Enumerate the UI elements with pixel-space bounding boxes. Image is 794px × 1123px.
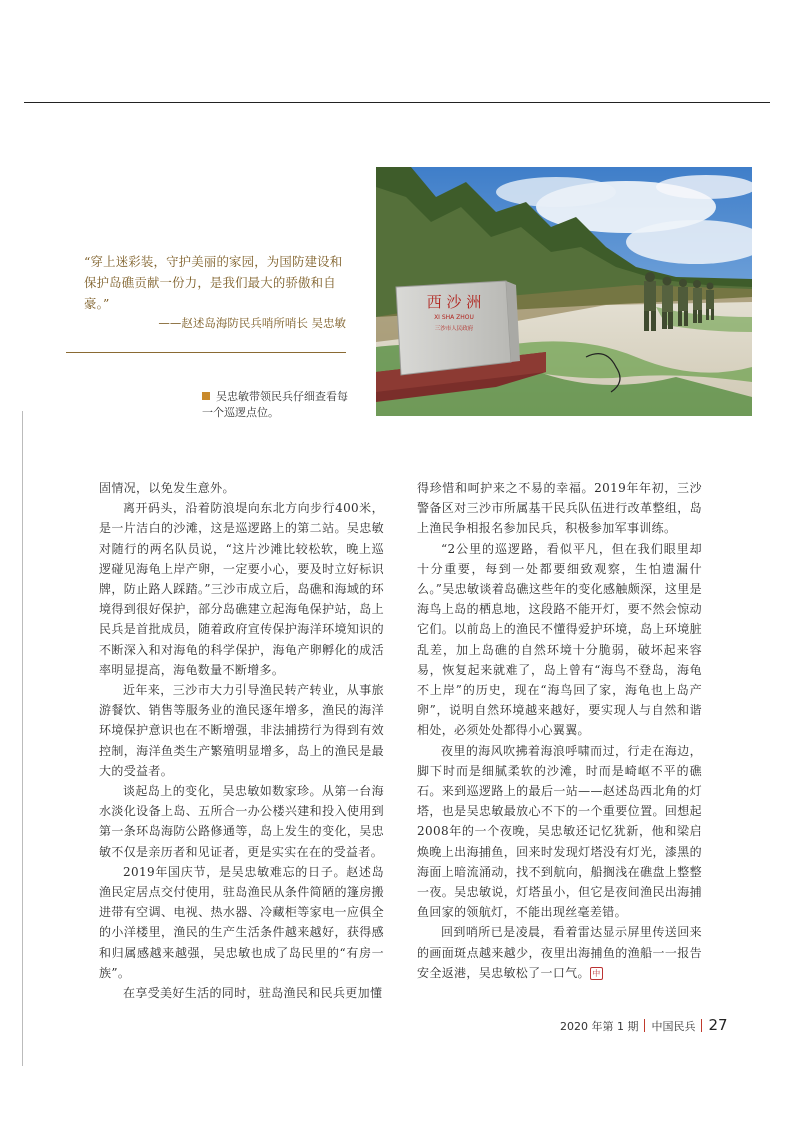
paragraph: 离开码头，沿着防浪堤向东北方向步行400米，是一片洁白的沙滩，这是巡逻路上的第二站。吴忠敏对随行的两名队员说，“这片沙滩比较松软，晚上巡逻碰见海龟上岸产卵，一定要小心，要及时立好标识牌，防止路人踩踏。”三沙市成立后，岛礁和海域的环境得到很好保护，部分岛礁建立起海龟保护站，岛上民兵是首批成员，随着政府宣传保护海洋环境知识的不断深入和对海龟的科学保护，海龟产卵孵化的成活率明显提高，海龟数量不断增多。 — [99, 501, 384, 677]
article-photo — [376, 167, 752, 416]
page-footer — [560, 1016, 740, 1034]
paragraph: 夜里的海风吹拂着海浪呼啸而过，行走在海边，脚下时而是细腻柔软的沙滩，时而是崎岖不平的礁石。来到巡逻路上的最后一站——赵述岛西北角的灯塔，也是吴忠敏最放心不下的一个重要位置。回想起2008年的一个夜晚，吴忠敏还记忆犹新，他和梁启焕晚上出海捕鱼，回来时发现灯塔没有灯光，漆黑的海面上暗流涌动，找不到航向，船搁浅在礁盘上整整一夜。吴忠敏说，灯塔虽小，但它是夜间渔民出海捕鱼回家的领航灯，不能出现丝毫差错。 — [417, 743, 702, 920]
issue-label: 2020 年第 1 期 — [560, 1020, 639, 1033]
stone-footer: 三沙市人民政府 — [434, 326, 474, 332]
caption-marker — [202, 392, 210, 400]
pull-quote-rule — [66, 352, 346, 353]
paragraph: 近年来，三沙市大力引导渔民转产转业，从事旅游餐饮、销售等服务业的渔民逐年增多，渔民的海洋环境保护意识也在不断增强，非法捕捞行为得到有效控制，海洋鱼类生产繁殖明显增多，岛上的渔民是最大的受益者。 — [99, 683, 384, 778]
pull-quote-attribution: ——赵述岛海防民兵哨所哨长 吴忠敏 — [158, 316, 346, 330]
paragraph: “2公里的巡逻路，看似平凡，但在我们眼里却十分重要，每到一处都要细致观察，生怕遗漏什么。”吴忠敏谈着岛礁这些年的变化感触颇深，这里是海鸟上岛的栖息地，这段路不能开灯，要不然会惊动它们。以前岛上的渔民不懂得爱护环境，岛上环境脏乱差，加上岛礁的自然环境十分脆弱，破坏起来容易，恢复起来就难了，岛上曾有“海鸟不登岛，海龟不上岸”的历史，现在“海鸟回了家，海龟也上岛产卵”，说明自然环境越来越好，要实现人与自然和谐相处，必须处处都得小心翼翼。 — [417, 541, 702, 738]
paragraph: 2019年国庆节，是吴忠敏难忘的日子。赵述岛渔民定居点交付使用，驻岛渔民从条件简陋的篷房搬进带有空调、电视、热水器、冷藏柜等家电一应俱全的小洋楼里，渔民的生产生活条件越来越好，获得感和归属感越来越强，吴忠敏也成了岛民里的“有房一族”。 — [99, 864, 384, 980]
photo-caption — [202, 389, 352, 421]
page-number: 27 — [708, 1016, 728, 1034]
pull-quote: “穿上迷彩装，守护美丽的家园，为国防建设和保护岛礁贡献一份力，是我们最大的骄傲和自豪。” — [84, 254, 343, 311]
paragraph: 在享受美好生活的同时，驻岛渔民和民兵更加懂 — [123, 986, 383, 1001]
paragraph-last — [417, 922, 702, 983]
article-column-right — [417, 478, 702, 983]
paragraph: 谈起岛上的变化，吴忠敏如数家珍。从第一台海水淡化设备上岛、五所合一办公楼兴建和投入使用到第一条环岛海防公路修通等，岛上发生的变化，吴忠敏不仅是亲历者和见证者，更是实实在在的受益者。 — [99, 784, 384, 859]
top-rule — [24, 102, 770, 103]
paragraph: 固情况，以免发生意外。 — [99, 481, 235, 495]
article-column-left — [99, 478, 384, 1003]
side-rule — [22, 411, 23, 1066]
footer-separator — [701, 1019, 702, 1032]
footer-separator — [644, 1019, 645, 1032]
paragraph: 得珍惜和呵护来之不易的幸福。2019年年初，三沙警备区对三沙市所属基干民兵队伍进行改革整组，岛上渔民争相报名参加民兵，积极参加军事训练。 — [417, 481, 702, 536]
photo-caption-text: 吴忠敏带领民兵仔细查看每一个巡逻点位。 — [202, 390, 348, 419]
stone-subtitle: XI SHA ZHOU — [434, 314, 474, 321]
end-mark-icon: 中 — [590, 967, 603, 980]
magazine-name: 中国民兵 — [651, 1020, 696, 1033]
stone-title: 西 沙 洲 — [426, 293, 482, 311]
paragraph-text: 回到哨所已是凌晨，看着雷达显示屏里传送回来的画面斑点越来越少，夜里出海捕鱼的渔船一一报告安全返港，吴忠敏松了一口气。 — [417, 925, 702, 980]
